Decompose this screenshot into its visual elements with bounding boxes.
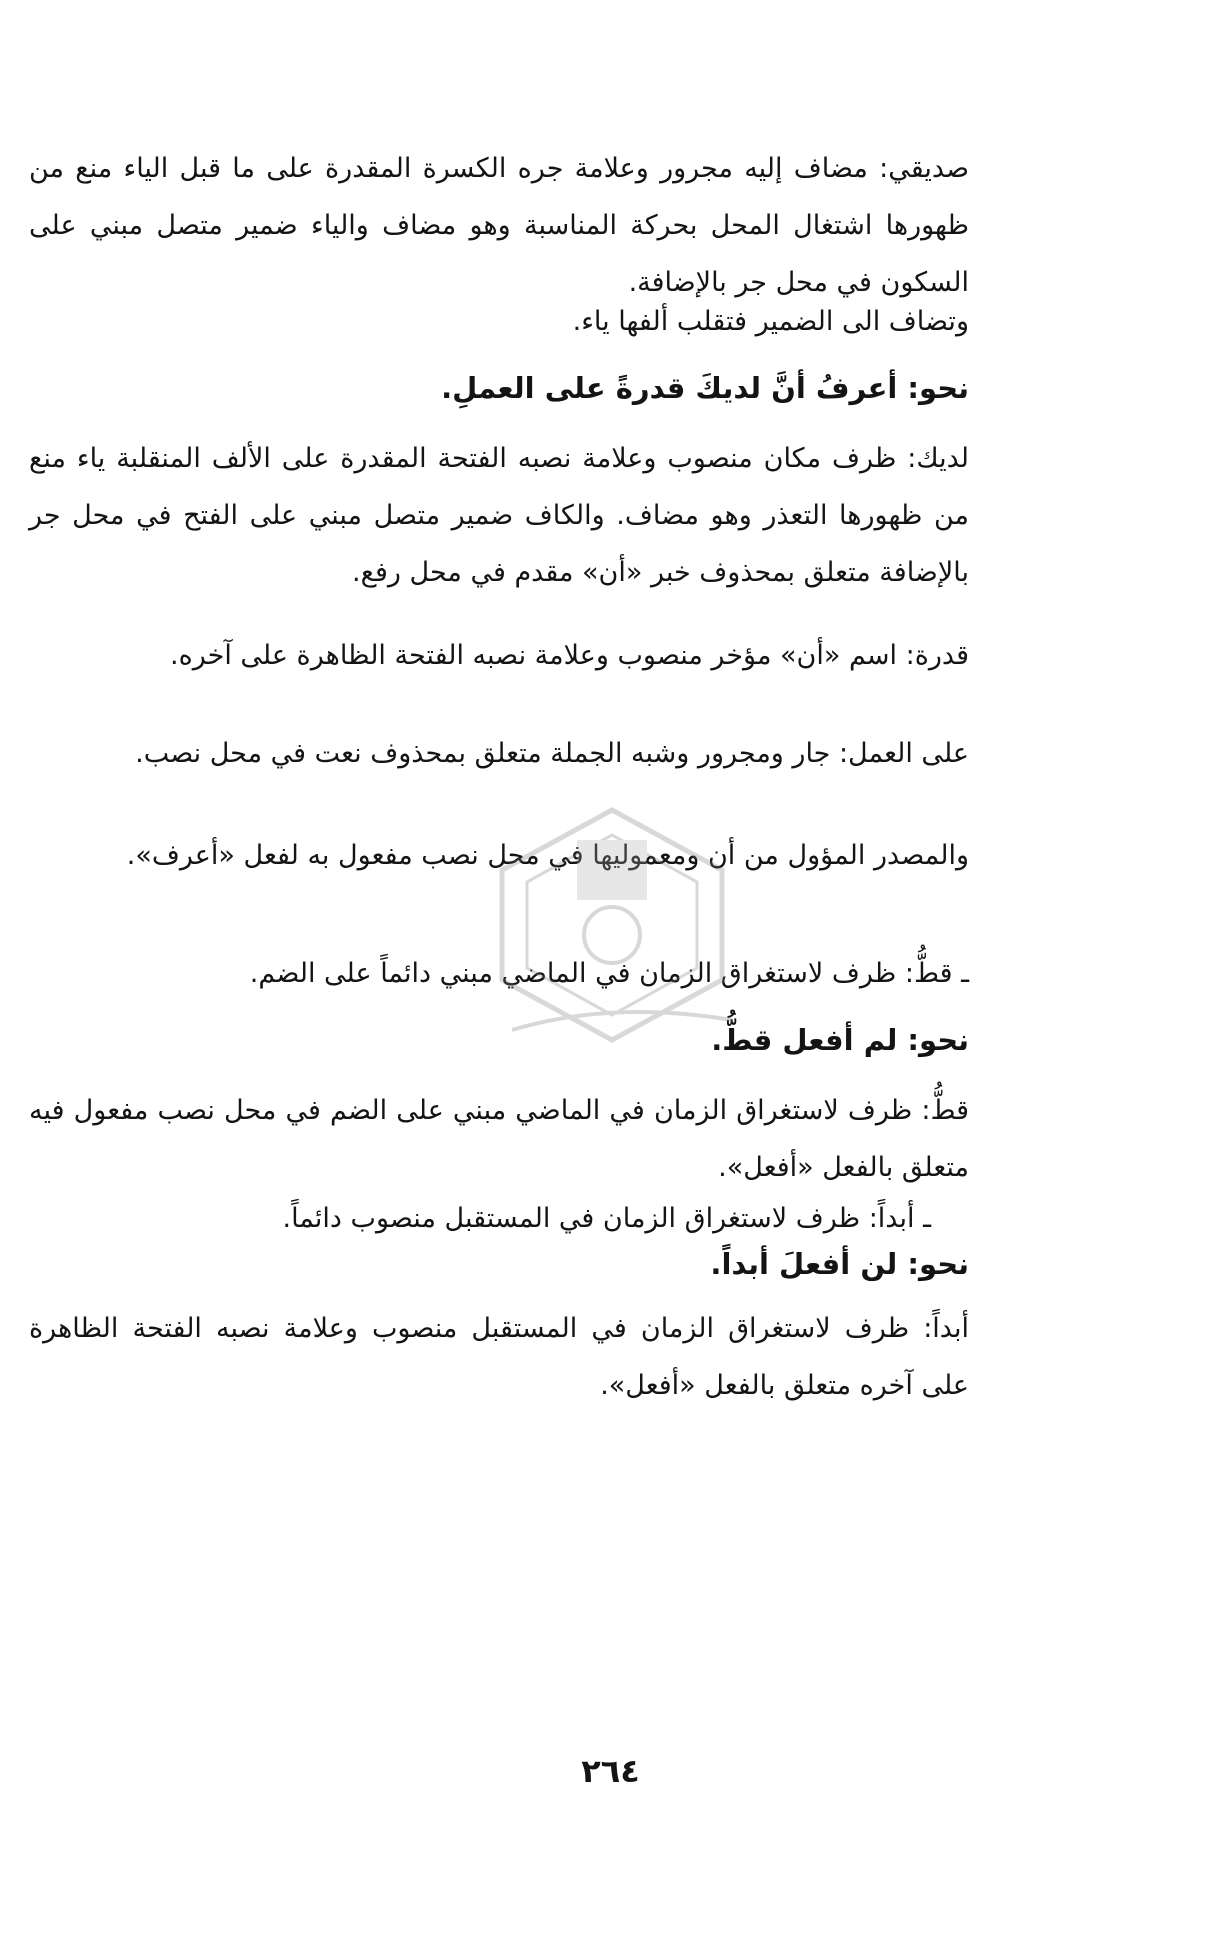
- watermark-seal-icon: [482, 800, 742, 1050]
- paragraph-sadiqi: صديقي: مضاف إليه مجرور وعلامة جره الكسرة المقدرة على ما قبل الياء منع من ظهورها اشتغال المحل بحركة المناسبة وهو مضاف والياء ضمير متصل مبني على السكون في محل جر بالإضافة.: [29, 153, 969, 298]
- paragraph-qudra: قدرة: اسم «أن» مؤخر منصوب وعلامة نصبه الفتحة الظاهرة على آخره.: [170, 640, 969, 671]
- paragraph-abadan: أبداً: ظرف لاستغراق الزمان في المستقبل منصوب وعلامة نصبه الفتحة الظاهرة على آخره متعلق بالفعل «أفعل».: [29, 1313, 969, 1401]
- example-qattu: نحو: لم أفعل قطُّ.: [711, 1023, 969, 1057]
- heading-qattu: ـ قطُّ: ظرف لاستغراق الزمان في الماضي مبني دائماً على الضم.: [249, 958, 969, 989]
- example-abadan: نحو: لن أفعلَ أبداً.: [710, 1247, 969, 1281]
- paragraph-ala-alamal: على العمل: جار ومجرور وشبه الجملة متعلق بمحذوف نعت في محل نصب.: [135, 738, 969, 769]
- paragraph-ladayka: لديك: ظرف مكان منصوب وعلامة نصبه الفتحة المقدرة على الألف المنقلبة ياء منع من ظهورها التعذر وهو مضاف. والكاف ضمير متصل مبني على الفتح في محل جر بالإضافة متعلق بمحذوف خبر «أن» مقدم في محل رفع.: [29, 443, 969, 588]
- paragraph-qattu: قطُّ: ظرف لاستغراق الزمان في الماضي مبني على الضم في محل نصب مفعول فيه متعلق بالفعل «أفعل».: [29, 1095, 969, 1183]
- example-arifu: نحو: أعرفُ أنَّ لديكَ قدرةً على العملِ.: [441, 371, 969, 405]
- heading-abadan: ـ أبداً: ظرف لاستغراق الزمان في المستقبل منصوب دائماً.: [282, 1203, 931, 1234]
- page-number: ٢٦٤: [581, 1752, 640, 1790]
- paragraph-tudaf: وتضاف الى الضمير فتقلب ألفها ياء.: [572, 306, 969, 337]
- paragraph-masdar: والمصدر المؤول من أن ومعموليها في محل نصب مفعول به لفعل «أعرف».: [126, 840, 969, 871]
